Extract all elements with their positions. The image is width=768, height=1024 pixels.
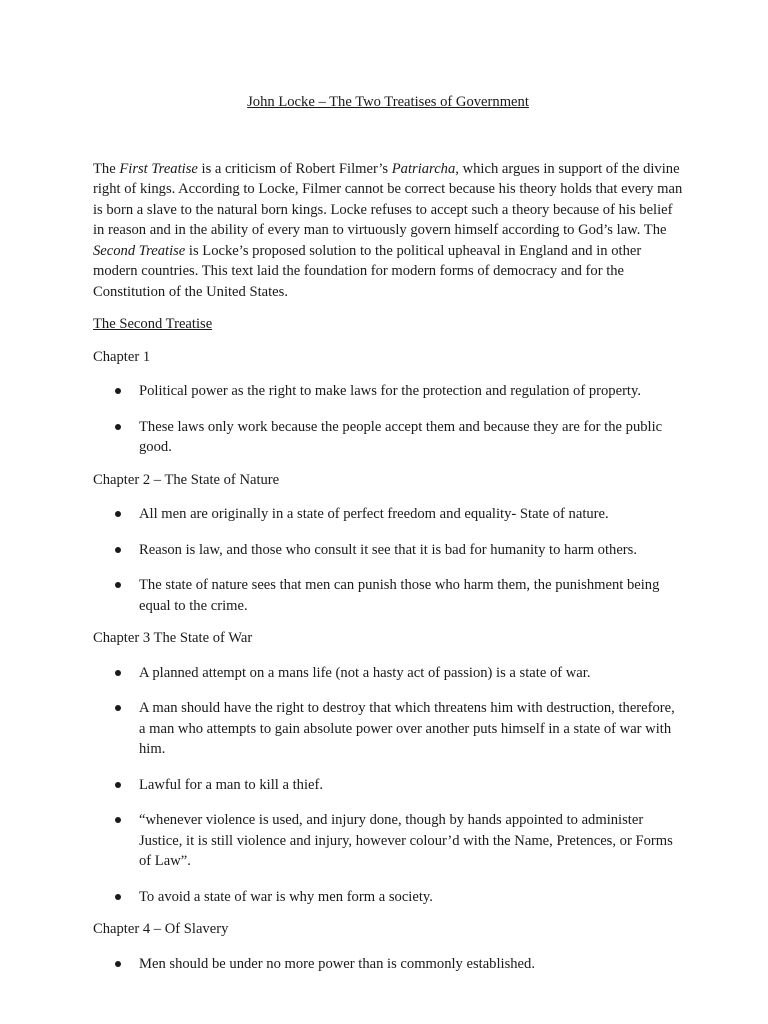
list-item-text: Lawful for a man to kill a thief. <box>139 776 323 793</box>
list-item <box>93 698 683 760</box>
chapter-heading: Chapter 2 – The State of Nature <box>93 471 280 488</box>
document-page <box>93 92 683 986</box>
bullet-icon <box>115 782 121 788</box>
bullet-icon <box>115 894 121 900</box>
list-item <box>93 663 683 684</box>
intro-text: , which argues in support of the divine right of kings. According to Locke, Filmer cannot be correct because his theory holds that every man is born a slave to the natural born kings. Locke refuses to accept such a theory because of his belief in reason and in the ability of every man to virtuously govern himself according to God’s law. The <box>93 160 683 238</box>
list-item <box>93 417 683 458</box>
list-item-text: “whenever violence is used, and injury done, though by hands appointed to administer Justice, it is still violence and injury, however colour’d with the Name, Pretences, or Forms of Law”. <box>139 812 673 869</box>
chapter-heading: Chapter 4 – Of Slavery <box>93 921 229 937</box>
bullet-list <box>93 504 683 616</box>
bullet-icon <box>115 424 121 430</box>
list-item <box>93 540 683 561</box>
list-item-text: A planned attempt on a mans life (not a hasty act of passion) is a state of war. <box>139 664 591 681</box>
list-item-text: The state of nature sees that men can punish those who harm them, the punishment being equal to the crime. <box>139 577 660 614</box>
first-treatise-title: First Treatise <box>119 160 198 177</box>
bullet-icon <box>115 547 121 553</box>
list-item-text: A man should have the right to destroy that which threatens him with destruction, therefore, a man who attempts to gain absolute power over another puts himself in a state of war with him. <box>139 700 675 757</box>
intro-paragraph <box>93 159 683 303</box>
bullet-icon <box>115 511 121 517</box>
list-item <box>93 504 683 525</box>
bullet-list <box>93 663 683 908</box>
intro-text: is a criticism of Robert Filmer’s <box>197 160 392 177</box>
list-item-text: These laws only work because the people accept them and because they are for the public good. <box>139 418 663 455</box>
bullet-list <box>93 954 683 975</box>
list-item <box>93 575 683 616</box>
second-treatise-title: Second Treatise <box>93 242 186 259</box>
bullet-icon <box>115 670 121 676</box>
list-item <box>93 887 683 908</box>
bullet-icon <box>115 582 121 588</box>
section-heading: The Second Treatise <box>93 316 213 332</box>
intro-text: The <box>93 160 120 177</box>
list-item-text: To avoid a state of war is why men form a society. <box>139 888 433 905</box>
list-item <box>93 381 683 402</box>
list-item <box>93 810 683 872</box>
bullet-icon <box>115 961 121 967</box>
bullet-icon <box>115 705 121 711</box>
list-item <box>93 954 683 975</box>
patriarcha-title: Patriarcha <box>391 160 456 177</box>
bullet-list <box>93 381 683 458</box>
list-item-text: Reason is law, and those who consult it see that it is bad for humanity to harm others. <box>139 541 637 558</box>
list-item-text: Political power as the right to make laws for the protection and regulation of property. <box>139 383 641 399</box>
list-item <box>93 775 683 796</box>
bullet-icon <box>115 817 121 823</box>
document-title: John Locke – The Two Treatises of Government <box>247 94 529 110</box>
chapter-heading: Chapter 3 The State of War <box>93 630 253 646</box>
intro-text: is Locke’s proposed solution to the political upheaval in England and in other modern countries. This text laid the foundation for modern forms of democracy and for the Constitution of the United States. <box>93 242 642 300</box>
list-item-text: Men should be under no more power than is commonly established. <box>139 955 535 972</box>
chapter-heading: Chapter 1 <box>93 348 151 365</box>
list-item-text: All men are originally in a state of perfect freedom and equality- State of nature. <box>139 506 609 522</box>
bullet-icon <box>115 388 121 394</box>
